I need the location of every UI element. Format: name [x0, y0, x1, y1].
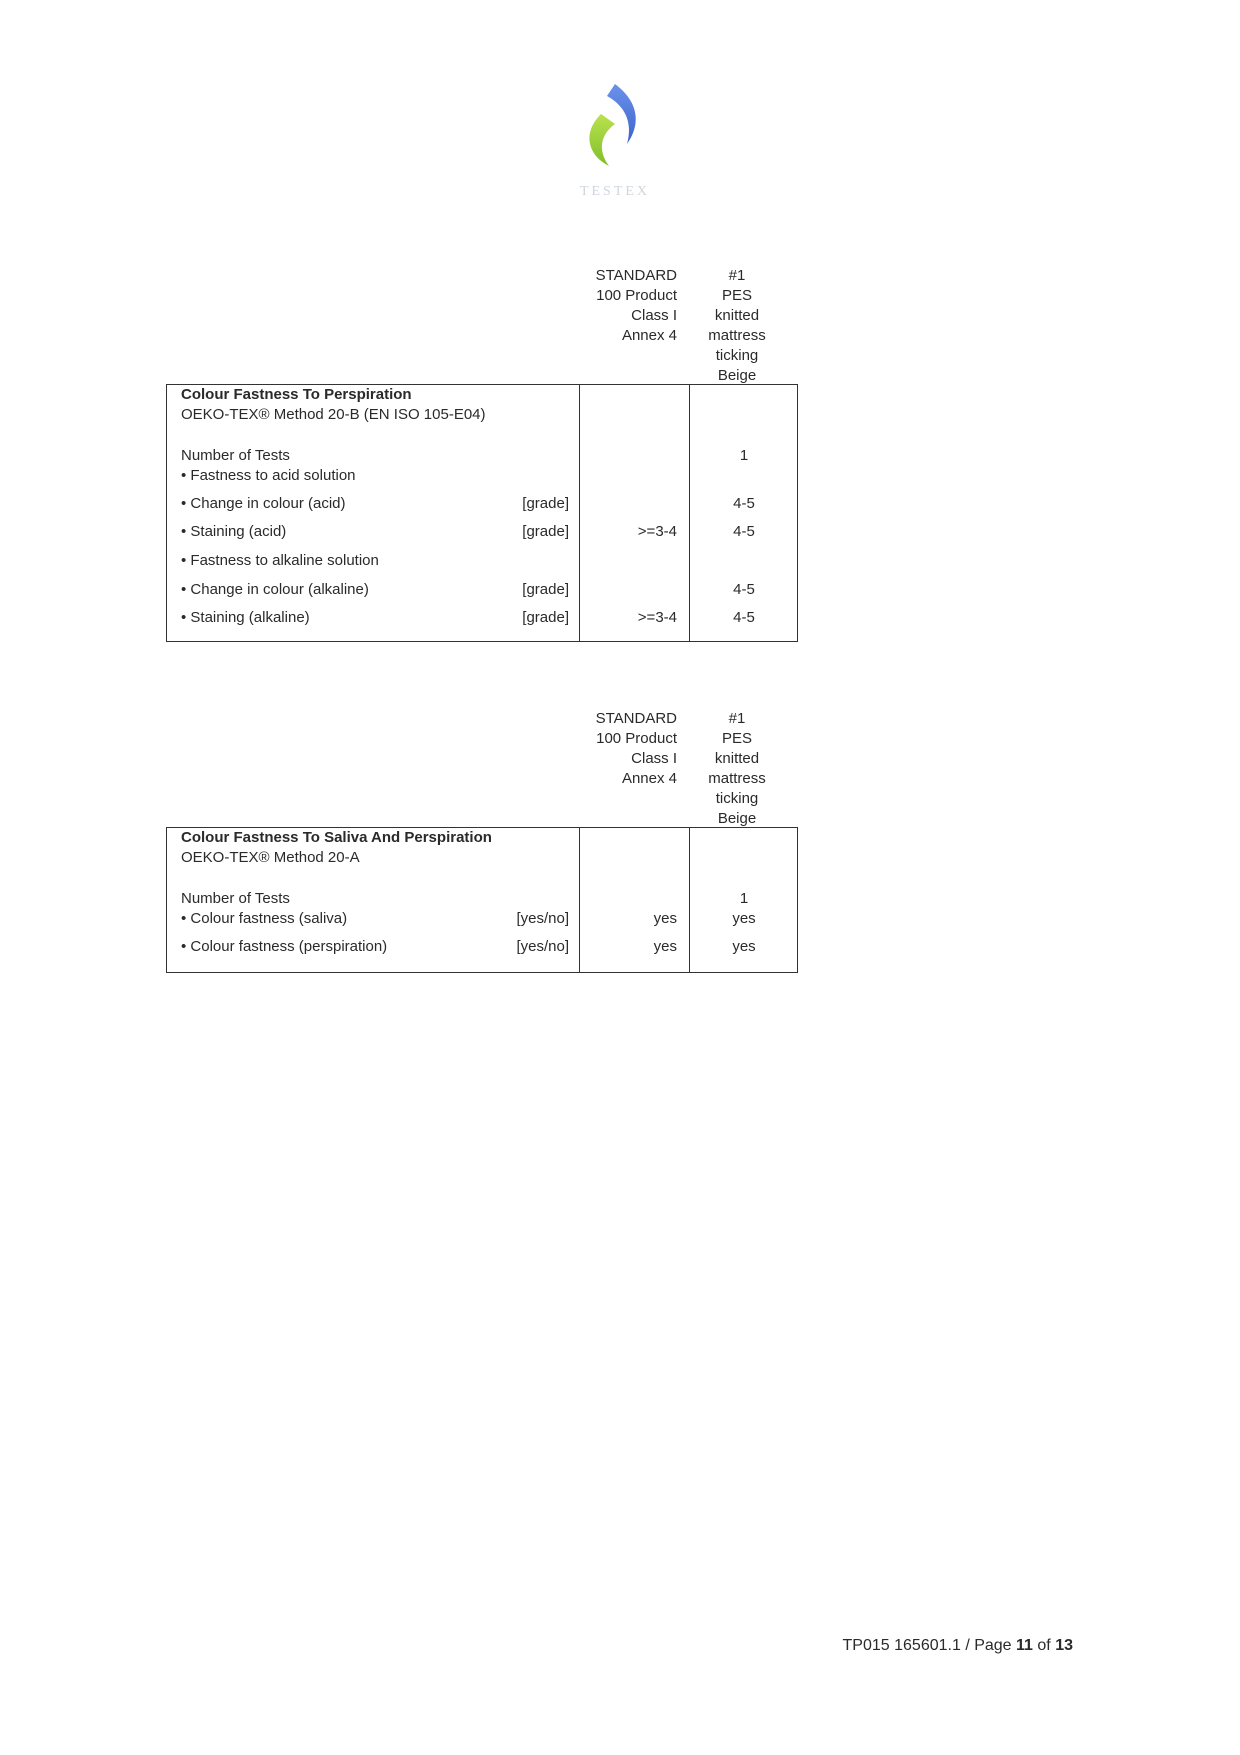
row-sample-value: 4-5	[733, 495, 755, 512]
header-line: Class I	[631, 750, 677, 767]
row-label: • Fastness to alkaline solution	[181, 552, 379, 569]
header-line: mattress	[708, 327, 766, 344]
test-method: OEKO-TEX® Method 20-B (EN ISO 105-E04)	[181, 406, 486, 423]
row-standard: yes	[653, 938, 677, 955]
sample-column-header	[690, 709, 784, 829]
page-footer	[843, 1637, 1073, 1655]
header-line: Class I	[631, 307, 677, 324]
row-label: • Change in colour (alkaline)	[181, 581, 369, 598]
row-sample-value: 4-5	[733, 581, 755, 598]
column-header	[166, 709, 802, 827]
row-unit: [yes/no]	[516, 910, 569, 927]
row-unit: [grade]	[522, 581, 569, 598]
header-line: ticking	[715, 347, 759, 364]
table-row	[167, 551, 797, 571]
number-of-tests-row	[167, 446, 797, 466]
page-total: 13	[1055, 1637, 1073, 1654]
row-sample-value: 4-5	[733, 523, 755, 540]
header-line: Annex 4	[621, 327, 677, 344]
testex-logo-mark	[575, 80, 655, 180]
standard-column-header	[577, 709, 677, 789]
number-of-tests-row	[167, 889, 797, 909]
row-unit: [grade]	[522, 523, 569, 540]
number-of-tests-value: 1	[739, 447, 749, 464]
perspiration-table	[166, 384, 798, 642]
row-standard: >=3-4	[637, 523, 677, 540]
header-line: Beige	[717, 367, 757, 384]
standard-column-header	[577, 266, 677, 346]
header-line: #1	[728, 710, 746, 727]
header-line: Beige	[717, 810, 757, 827]
header-line: PES	[721, 730, 752, 747]
row-label: • Staining (alkaline)	[181, 609, 310, 626]
row-label: • Fastness to acid solution	[181, 467, 356, 484]
header-line: mattress	[708, 770, 766, 787]
header-line: ticking	[715, 790, 759, 807]
row-sample-value: yes	[732, 938, 756, 955]
row-standard: >=3-4	[637, 609, 677, 626]
table-row	[167, 580, 797, 600]
document-reference: TP015 165601.1	[842, 1637, 961, 1654]
perspiration-section	[166, 266, 802, 626]
page-label: / Page	[965, 1637, 1012, 1654]
header-line: 100 Product	[596, 730, 677, 747]
row-label: • Change in colour (acid)	[181, 495, 346, 512]
row-label: • Staining (acid)	[181, 523, 287, 540]
header-line: 100 Product	[596, 287, 677, 304]
row-label: • Colour fastness (perspiration)	[181, 938, 388, 955]
test-method: OEKO-TEX® Method 20-A	[181, 849, 360, 866]
column-header	[166, 266, 802, 384]
table-row	[167, 909, 797, 929]
row-sample-value: 4-5	[733, 609, 755, 626]
logo-text: TESTEX	[579, 184, 651, 199]
page-number: 11	[1016, 1637, 1033, 1654]
header-line: STANDARD	[595, 710, 677, 727]
table-title-row	[167, 385, 797, 405]
row-unit: [yes/no]	[516, 938, 569, 955]
number-of-tests-label: Number of Tests	[181, 890, 290, 907]
table-title: Colour Fastness To Saliva And Perspiration	[181, 829, 492, 846]
header-line: #1	[728, 267, 746, 284]
table-title: Colour Fastness To Perspiration	[181, 386, 412, 403]
table-row	[167, 522, 797, 542]
table-row	[167, 494, 797, 514]
saliva-perspiration-table	[166, 827, 798, 973]
header-line: STANDARD	[595, 267, 677, 284]
method-row	[167, 405, 797, 425]
method-row	[167, 848, 797, 868]
row-standard: yes	[653, 910, 677, 927]
sample-column-header	[690, 266, 784, 386]
row-sample-value: yes	[732, 910, 756, 927]
header-line: knitted	[714, 750, 760, 767]
number-of-tests-label: Number of Tests	[181, 447, 290, 464]
header-line: knitted	[714, 307, 760, 324]
row-unit: [grade]	[522, 609, 569, 626]
number-of-tests-value: 1	[739, 890, 749, 907]
header-line: PES	[721, 287, 752, 304]
table-row	[167, 466, 797, 486]
row-unit: [grade]	[522, 495, 569, 512]
table-title-row	[167, 828, 797, 848]
testex-logo	[575, 80, 655, 200]
table-row	[167, 608, 797, 628]
header-line: Annex 4	[621, 770, 677, 787]
saliva-perspiration-section	[166, 709, 802, 955]
row-label: • Colour fastness (saliva)	[181, 910, 348, 927]
of-label: of	[1037, 1637, 1051, 1654]
table-row	[167, 937, 797, 957]
